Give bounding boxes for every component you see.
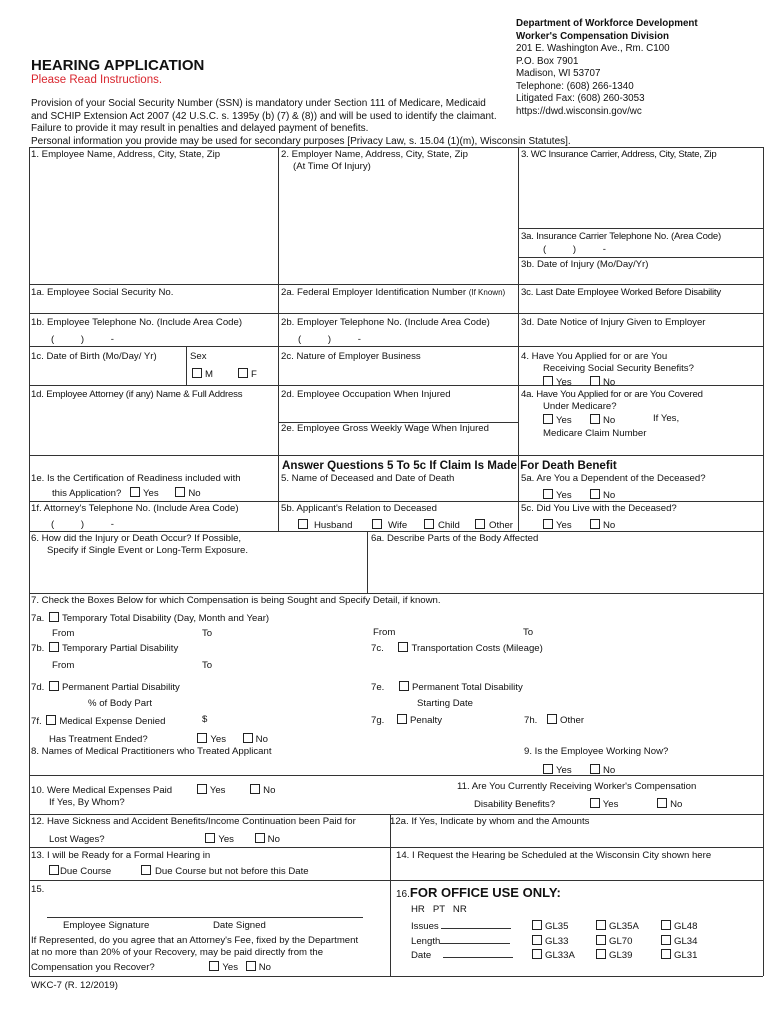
gl39-checkbox[interactable] — [596, 949, 606, 959]
employee-phone-format: ( ) - — [51, 334, 114, 345]
working-now-no[interactable]: No — [590, 764, 615, 777]
gl35-option[interactable]: GL35 — [532, 920, 568, 933]
lost-wages-no-checkbox[interactable] — [255, 833, 265, 843]
attorney-phone-format: ( ) - — [51, 519, 114, 530]
working-no-checkbox[interactable] — [590, 764, 600, 774]
tpd-checkbox[interactable] — [49, 642, 59, 652]
dependent-label: 5a. Are You a Dependent of the Deceased? — [521, 473, 706, 484]
due-course-not-before-checkbox[interactable] — [141, 865, 151, 875]
gl33a-option[interactable]: GL33A — [532, 949, 575, 962]
tpd-row: 7b. Temporary Partial Disability — [31, 643, 179, 654]
medicare-claim-label: Medicare Claim Number — [543, 428, 647, 439]
attorney-fee-text-2: at no more than 20% of your Recovery, may be paid directly from the — [31, 947, 324, 958]
other-comp-row: 7h. Other — [524, 715, 585, 726]
transport-checkbox[interactable] — [398, 642, 408, 652]
certification-yes-checkbox[interactable] — [130, 487, 140, 497]
medicare-if-yes: If Yes, — [653, 413, 680, 424]
dept-address: 201 E. Washington Ave., Rm. C100 — [516, 43, 670, 55]
dept-address-block — [516, 18, 698, 118]
wc-benefits-yes-checkbox[interactable] — [590, 798, 600, 808]
length-label: Length — [411, 935, 510, 948]
ss-benefits-label-2: Receiving Social Security Benefits? — [543, 363, 694, 374]
medical-denied-label: Medical Expense Denied — [59, 716, 166, 727]
medicare-yes[interactable]: Yes — [543, 414, 572, 427]
transport-label: Transportation Costs (Mileage) — [411, 643, 543, 654]
gl31-checkbox[interactable] — [661, 949, 671, 959]
wc-benefits-label-2: Disability Benefits? Yes No — [474, 799, 683, 810]
sex-f-option[interactable]: F — [238, 368, 257, 381]
dept-fax: Litigated Fax: (608) 260-3053 — [516, 93, 645, 105]
ptd-label: Permanent Total Disability — [412, 682, 523, 693]
employer-business-label: 2c. Nature of Employer Business — [281, 351, 421, 362]
starting-date-label: Starting Date — [417, 698, 473, 709]
wc-benefits-no-checkbox[interactable] — [657, 798, 667, 808]
fein-label: 2a. Federal Employer Identification Number (If Known) — [281, 287, 506, 298]
due-course-not-before-option[interactable]: Due Course but not before this Date — [141, 865, 309, 878]
fee-yes-checkbox[interactable] — [209, 961, 219, 971]
gl34-checkbox[interactable] — [661, 935, 671, 945]
gl34-option[interactable]: GL34 — [661, 935, 697, 948]
child-checkbox[interactable] — [424, 519, 434, 529]
ssn-notice-3: Failure to provide it may result in penalties and delayed payment of benefits. — [31, 123, 369, 134]
insurance-phone-label: 3a. Insurance Carrier Telephone No. (Area Code) — [521, 231, 721, 242]
medicare-yes-checkbox[interactable] — [543, 414, 553, 424]
employer-name-label: 2. Employer Name, Address, City, State, Zip — [281, 149, 468, 160]
paid-by-whom-label: If Yes, By Whom? — [49, 797, 125, 808]
date-of-injury-label: 3b. Date of Injury (Mo/Day/Yr) — [521, 259, 649, 270]
medical-practitioners-label: 8. Names of Medical Practitioners who Treated Applicant — [31, 746, 272, 757]
employee-name-label: 1. Employee Name, Address, City, State, Zip — [31, 149, 221, 160]
ss-benefits-no[interactable]: No — [590, 376, 615, 389]
ppd-row: 7d. Permanent Partial Disability — [31, 682, 180, 693]
sex-f-checkbox[interactable] — [238, 368, 248, 378]
insurance-carrier-label: 3. WC Insurance Carrier, Address, City, State, Zip — [521, 149, 717, 160]
dept-city: Madison, WI 53707 — [516, 68, 601, 80]
transport-to: To — [523, 627, 534, 638]
body-part-percent: % of Body Part — [88, 698, 152, 709]
notice-date-label: 3d. Date Notice of Injury Given to Employer — [521, 317, 706, 328]
gl31-option[interactable]: GL31 — [661, 949, 697, 962]
dependent-yes-checkbox[interactable] — [543, 489, 553, 499]
date-signed-label: Date Signed — [213, 920, 266, 931]
date-label: Date — [411, 949, 513, 962]
employer-phone-label: 2b. Employer Telephone No. (Include Area Code) — [281, 317, 490, 328]
other-comp-checkbox[interactable] — [547, 714, 557, 724]
lost-wages-yes-checkbox[interactable] — [205, 833, 215, 843]
privacy-notice: Personal information you provide may be used for secondary purposes [Privacy Law, s. 15.04 (1)(m), Wisconsin Statutes]. — [31, 136, 571, 147]
penalty-checkbox[interactable] — [397, 714, 407, 724]
ready-hearing-label: 13. I will be Ready for a Formal Hearing in — [31, 850, 211, 861]
lived-with-no[interactable]: No — [590, 519, 615, 532]
death-benefit-heading: Answer Questions 5 To 5c If Claim Is Made For Death Benefit — [282, 459, 617, 472]
ppd-checkbox[interactable] — [49, 681, 59, 691]
sex-m-option[interactable]: M — [192, 368, 213, 381]
other-comp-label: Other — [560, 715, 585, 726]
gl35a-checkbox[interactable] — [596, 920, 606, 930]
sex-m-checkbox[interactable] — [192, 368, 202, 378]
fein-if-known: (If Known) — [468, 288, 506, 297]
tpd-from: From — [52, 660, 75, 671]
dept-pobox: P.O. Box 7901 — [516, 55, 579, 67]
dept-phone: Telephone: (608) 266-1340 — [516, 80, 634, 92]
relation-label: 5b. Applicant's Relation to Deceased — [281, 503, 437, 514]
employee-attorney-label: 1d. Employee Attorney (if any) Name & Full Address — [31, 389, 243, 400]
lived-with-yes-checkbox[interactable] — [543, 519, 553, 529]
tpd-label: Temporary Partial Disability — [62, 643, 179, 654]
ss-benefits-yes[interactable]: Yes — [543, 376, 572, 389]
lived-with-label: 5c. Did You Live with the Deceased? — [521, 503, 677, 514]
form-title: HEARING APPLICATION — [31, 57, 205, 74]
medical-paid-yes-checkbox[interactable] — [197, 784, 207, 794]
ttd-from: From — [52, 628, 75, 639]
dept-url[interactable]: https://dwd.wisconsin.gov/wc — [516, 105, 642, 117]
dependent-no-checkbox[interactable] — [590, 489, 600, 499]
compensation-label: 7. Check the Boxes Below for which Compensation is being Sought and Specify Detail, if known. — [31, 595, 441, 606]
penalty-row: 7g. Penalty — [371, 715, 443, 726]
gl33-checkbox[interactable] — [532, 935, 542, 945]
ttd-to: To — [202, 628, 213, 639]
gl48-option[interactable]: GL48 — [661, 920, 697, 933]
attorney-fee-text-1: If Represented, do you agree that an Attorney's Fee, fixed by the Department — [31, 935, 359, 946]
wc-benefits-label-1: 11. Are You Currently Receiving Worker's Compensation — [457, 781, 697, 792]
gl70-checkbox[interactable] — [596, 935, 606, 945]
certification-label-1: 1e. Is the Certification of Readiness included with — [31, 473, 241, 484]
ttd-checkbox[interactable] — [49, 612, 59, 622]
employee-phone-label: 1b. Employee Telephone No. (Include Area Code) — [31, 317, 243, 328]
attorney-phone-label: 1f. Attorney's Telephone No. (Include Area Code) — [31, 503, 239, 514]
medicare-no-checkbox[interactable] — [590, 414, 600, 424]
working-now-yes[interactable]: Yes — [543, 764, 572, 777]
working-now-label: 9. Is the Employee Working Now? — [524, 746, 669, 757]
ptd-checkbox[interactable] — [399, 681, 409, 691]
weekly-wage-label: 2e. Employee Gross Weekly Wage When Injured — [281, 423, 489, 434]
gl33a-checkbox[interactable] — [532, 949, 542, 959]
wife-checkbox[interactable] — [372, 519, 382, 529]
last-date-worked-label: 3c. Last Date Employee Worked Before Disability — [521, 287, 721, 298]
other-checkbox[interactable] — [475, 519, 485, 529]
dept-division: Worker's Compensation Division — [516, 30, 669, 42]
sex-label: Sex — [190, 351, 207, 362]
form-id: WKC-7 (R. 12/2019) — [31, 980, 118, 991]
office-use-heading: 16.FOR OFFICE USE ONLY: — [396, 885, 561, 900]
occupation-label: 2d. Employee Occupation When Injured — [281, 389, 451, 400]
hr-pt-nr: HR PT NR — [411, 904, 467, 915]
ss-benefits-yes-checkbox[interactable] — [543, 376, 553, 386]
medical-dollar: $ — [202, 714, 208, 725]
form-subtitle: Please Read Instructions. — [31, 74, 163, 86]
penalty-label: Penalty — [410, 715, 443, 726]
gl48-checkbox[interactable] — [661, 920, 671, 930]
certification-label-2: this Application? Yes No — [52, 488, 201, 499]
employer-name-sublabel: (At Time Of Injury) — [293, 161, 371, 172]
benefits-by-whom-label: 12a. If Yes, Indicate by whom and the Amounts — [390, 816, 590, 827]
gl39-option[interactable]: GL39 — [596, 949, 632, 962]
ss-benefits-no-checkbox[interactable] — [590, 376, 600, 386]
employee-signature-label: Employee Signature — [63, 920, 150, 931]
injury-occur-label-1: 6. How did the Injury or Death Occur? If Possible, — [31, 533, 242, 544]
ptd-row: 7e. Permanent Total Disability — [371, 682, 523, 693]
dependent-yes[interactable]: Yes — [543, 489, 572, 502]
medicare-label-1: 4a. Have You Applied for or are You Covered — [521, 389, 703, 400]
ssn-notice-1: Provision of your Social Security Number (SSN) is mandatory under Section 111 of Medicare, Medicaid — [31, 98, 486, 109]
transport-from: From — [373, 627, 396, 638]
transport-row: 7c. Transportation Costs (Mileage) — [371, 643, 543, 654]
medicare-no[interactable]: No — [590, 414, 615, 427]
medical-denied-row: 7f. Medical Expense Denied — [31, 716, 166, 727]
gl35-checkbox[interactable] — [532, 920, 542, 930]
lost-wages-row: Lost Wages? Yes No — [49, 834, 280, 845]
lived-with-yes[interactable]: Yes — [543, 519, 572, 532]
medical-paid-row: 10. Were Medical Expenses Paid Yes No — [31, 785, 276, 796]
gl33-option[interactable]: GL33 — [532, 935, 568, 948]
relation-husband[interactable]: Husband — [298, 519, 352, 532]
medical-paid-no-checkbox[interactable] — [250, 784, 260, 794]
employer-phone-format: ( ) - — [298, 334, 361, 345]
ttd-row: 7a. Temporary Total Disability (Day, Month and Year) — [31, 613, 270, 624]
treatment-ended-row: Has Treatment Ended? Yes No — [49, 734, 268, 745]
gl70-option[interactable]: GL70 — [596, 935, 632, 948]
fee-no-checkbox[interactable] — [246, 961, 256, 971]
gl35a-option[interactable]: GL35A — [596, 920, 639, 933]
issues-label: Issues — [411, 920, 511, 933]
ttd-label: Temporary Total Disability (Day, Month and Year) — [62, 613, 270, 624]
attorney-fee-text-3: Compensation you Recover? Yes No — [31, 962, 271, 973]
dependent-no[interactable]: No — [590, 489, 615, 502]
relation-other[interactable]: Other — [475, 519, 513, 532]
deceased-name-label: 5. Name of Deceased and Date of Death — [281, 473, 455, 484]
signature-section-number: 15. — [31, 884, 45, 895]
sickness-benefits-label: 12. Have Sickness and Accident Benefits/Income Continuation been Paid for — [31, 816, 356, 827]
working-yes-checkbox[interactable] — [543, 764, 553, 774]
insurance-phone-format: ( ) - — [543, 244, 606, 255]
certification-no-checkbox[interactable] — [175, 487, 185, 497]
tpd-to: To — [202, 660, 213, 671]
medical-denied-checkbox[interactable] — [46, 715, 56, 725]
ss-benefits-label-1: 4. Have You Applied for or are You — [521, 351, 668, 362]
body-parts-label: 6a. Describe Parts of the Body Affected — [371, 533, 539, 544]
ssn-notice-2: and SCHIP Extension Act 2007 (42 U.S.C. s. 1395y (b) (7) & (8)) and will be used to identify the claimant. — [31, 111, 497, 122]
injury-occur-label-2: Specify if Single Event or Long-Term Exposure. — [47, 545, 249, 556]
ppd-label: Permanent Partial Disability — [62, 682, 180, 693]
employee-ssn-label: 1a. Employee Social Security No. — [31, 287, 174, 298]
medicare-label-2: Under Medicare? — [543, 401, 617, 412]
due-course-option[interactable]: Due Course — [49, 865, 111, 878]
dept-name: Department of Workforce Development — [516, 18, 698, 29]
due-course-checkbox[interactable] — [49, 865, 59, 875]
treatment-no-checkbox[interactable] — [243, 733, 253, 743]
treatment-yes-checkbox[interactable] — [197, 733, 207, 743]
husband-checkbox[interactable] — [298, 519, 308, 529]
relation-wife[interactable]: Wife — [372, 519, 407, 532]
relation-child[interactable]: Child — [424, 519, 460, 532]
hearing-city-label: 14. I Request the Hearing be Scheduled at the Wisconsin City shown here — [396, 850, 712, 861]
lived-with-no-checkbox[interactable] — [590, 519, 600, 529]
dob-label: 1c. Date of Birth (Mo/Day/ Yr) — [31, 351, 157, 362]
